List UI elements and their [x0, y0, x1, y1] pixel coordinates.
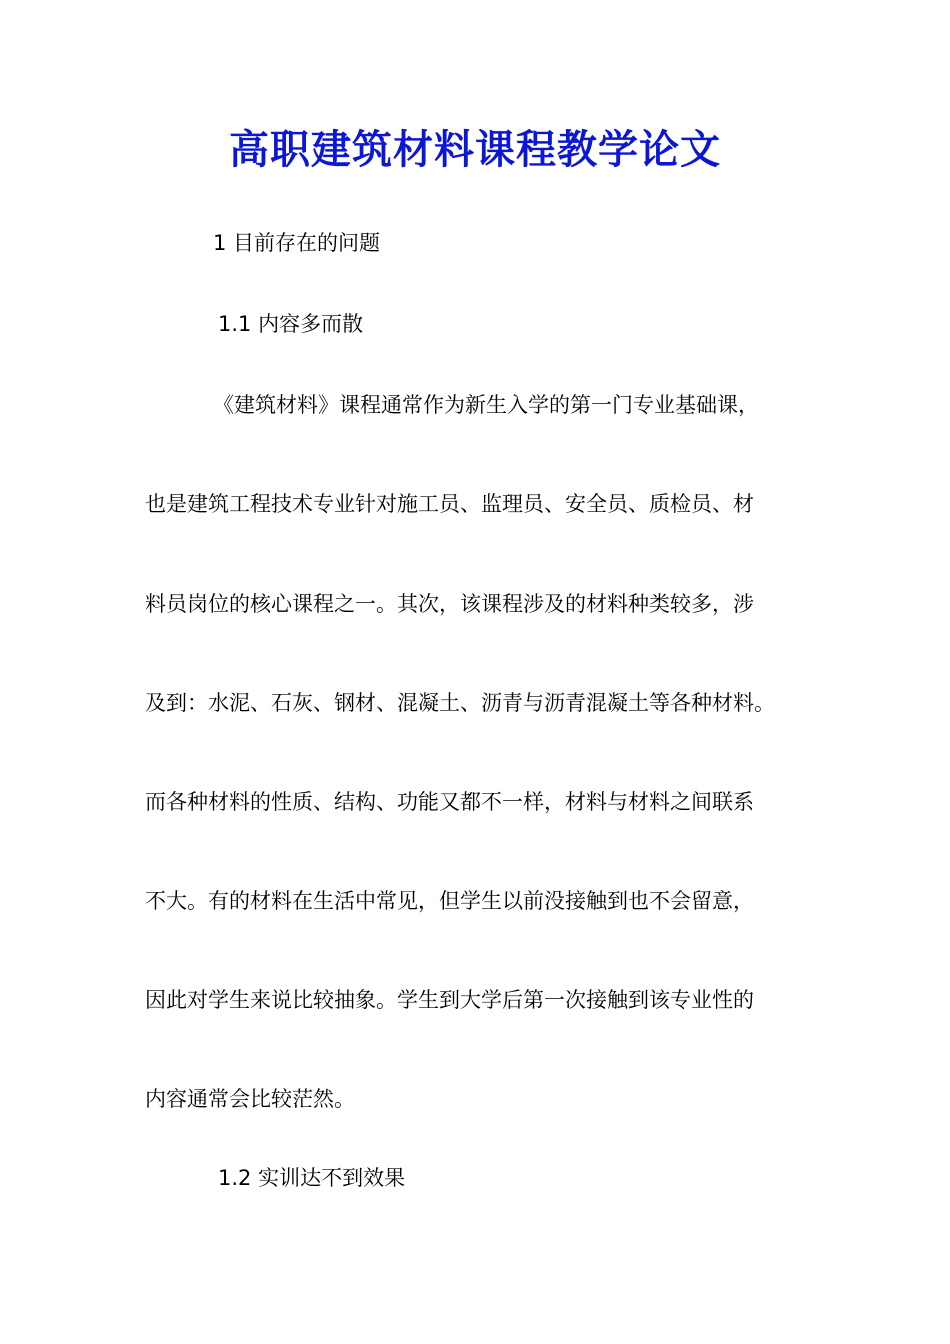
page-title: 高职建筑材料课程教学论文 — [229, 126, 721, 173]
paragraph-line: 料员岗位的核心课程之一。其次，该课程涉及的材料种类较多，涉 — [145, 592, 754, 616]
section-heading-1: 1 目前存在的问题 — [213, 231, 381, 255]
paragraph-line: 《建筑材料》课程通常作为新生入学的第一门专业基础课， — [213, 393, 759, 417]
paragraph-line: 而各种材料的性质、结构、功能又都不一样，材料与材料之间联系 — [145, 790, 754, 814]
paragraph-line: 不大。有的材料在生活中常见，但学生以前没接触到也不会留意， — [145, 889, 754, 913]
paragraph-line: 及到：水泥、石灰、钢材、混凝土、沥青与沥青混凝土等各种材料。 — [145, 691, 775, 715]
paragraph-line: 因此对学生来说比较抽象。学生到大学后第一次接触到该专业性的 — [145, 988, 754, 1012]
paragraph-line: 内容通常会比较茫然。 — [145, 1087, 355, 1111]
section-heading-1-1: 1.1 内容多而散 — [218, 312, 364, 336]
section-heading-1-2: 1.2 实训达不到效果 — [218, 1166, 406, 1190]
paragraph-line: 也是建筑工程技术专业针对施工员、监理员、安全员、质检员、材 — [145, 492, 754, 516]
